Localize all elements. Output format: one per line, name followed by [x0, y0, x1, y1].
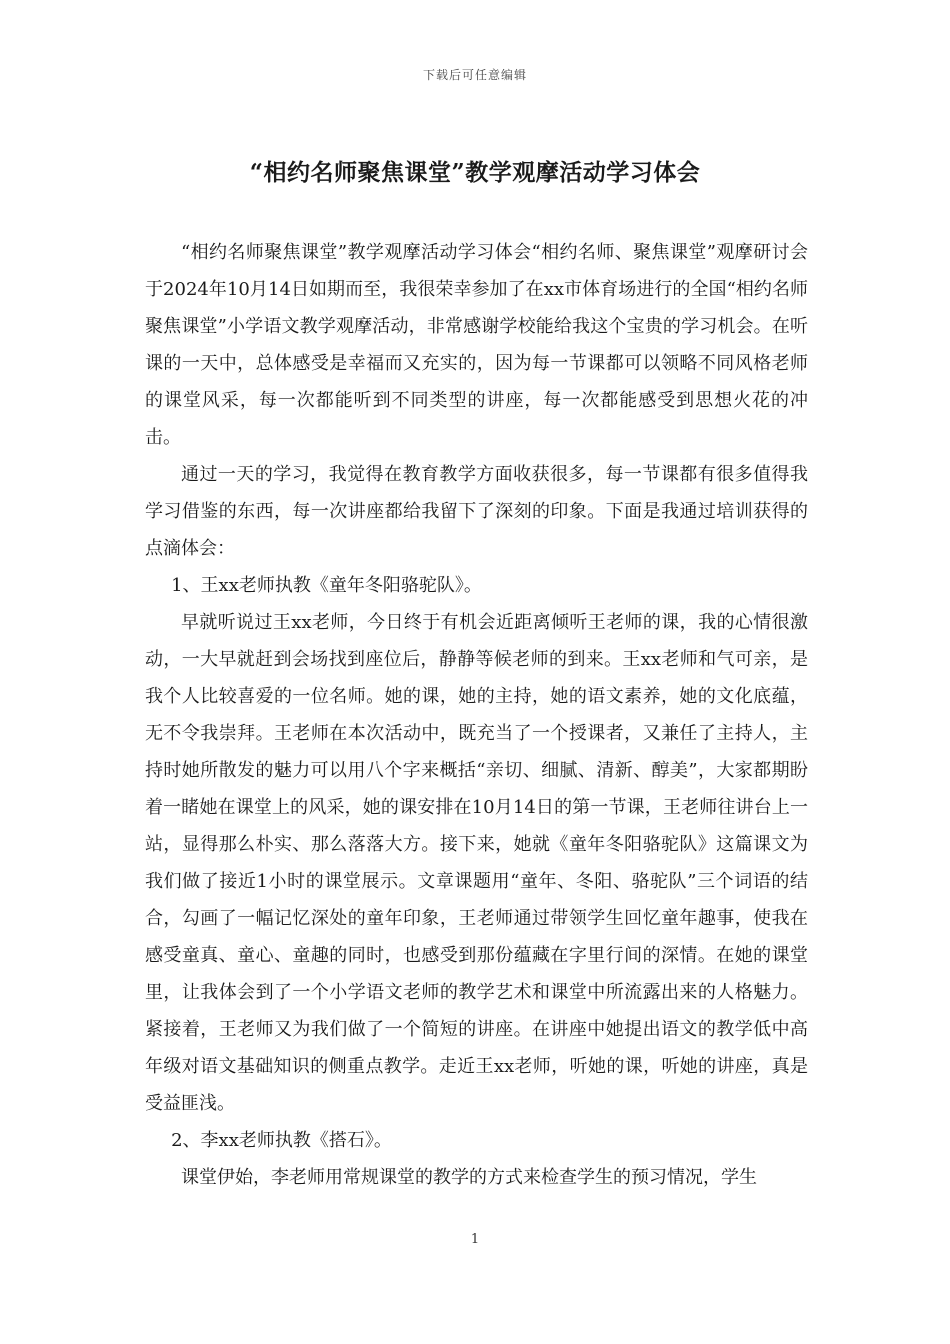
page-number: 1	[470, 1232, 480, 1247]
document-body	[145, 234, 808, 1196]
header-note: 下载后可任意编辑	[422, 68, 527, 82]
paragraph-li: 课堂伊始，李老师用常规课堂的教学的方式来检查学生的预习情况，学生	[181, 1167, 757, 1188]
section-heading-2: 2、李xx老师执教《搭石》。	[171, 1130, 392, 1151]
document-title: “相约名师聚焦课堂”教学观摩活动学习体会	[249, 159, 701, 186]
paragraph-summary: 通过一天的学习，我觉得在教育教学方面收获很多，每一节课都有很多值得我学习借鉴的东西，每一次讲座都给我留下了深刻的印象。下面是我通过培训获得的点滴体会：	[145, 464, 808, 559]
paragraph-intro: “相约名师聚焦课堂”教学观摩活动学习体会“相约名师、聚焦课堂”观摩研讨会于2024年10月14日如期而至，我很荣幸参加了在xx市体育场进行的全国“相约名师聚焦课堂”小学语文教学观摩活动，非常感谢学校能给我这个宝贵的学习机会。在听课的一天中，总体感受是幸福而又充实的，因为每一节课都可以领略不同风格老师的课堂风采，每一次都能听到不同类型的讲座，每一次都能感受到思想火花的冲击。	[145, 242, 808, 448]
paragraph-wang: 早就听说过王xx老师，今日终于有机会近距离倾听王老师的课，我的心情很激动，一大早就赶到会场找到座位后，静静等候老师的到来。王xx老师和气可亲，是我个人比较喜爱的一位名师。她的课，她的主持，她的语文素养，她的文化底蕴，无不令我崇拜。王老师在本次活动中，既充当了一个授课者，又兼任了主持人，主持时她所散发的魅力可以用八个字来概括“亲切、细腻、清新、醇美”，大家都期盼着一睹她在课堂上的风采，她的课安排在10月14日的第一节课，王老师往讲台上一站，显得那么朴实、那么落落大方。接下来，她就《童年冬阳骆驼队》这篇课文为我们做了接近1小时的课堂展示。文章课题用“童年、冬阳、骆驼队”三个词语的结合，勾画了一幅记忆深处的童年印象，王老师通过带领学生回忆童年趣事，使我在感受童真、童心、童趣的同时，也感受到那份蕴藏在字里行间的深情。在她的课堂里，让我体会到了一个小学语文老师的教学艺术和课堂中所流露出来的人格魅力。紧接着，王老师又为我们做了一个简短的讲座。在讲座中她提出语文的教学低中高年级对语文基础知识的侧重点教学。走近王xx老师，听她的课，听她的讲座，真是受益匪浅。	[145, 612, 808, 1114]
section-heading-1: 1、王xx老师执教《童年冬阳骆驼队》。	[171, 575, 482, 596]
